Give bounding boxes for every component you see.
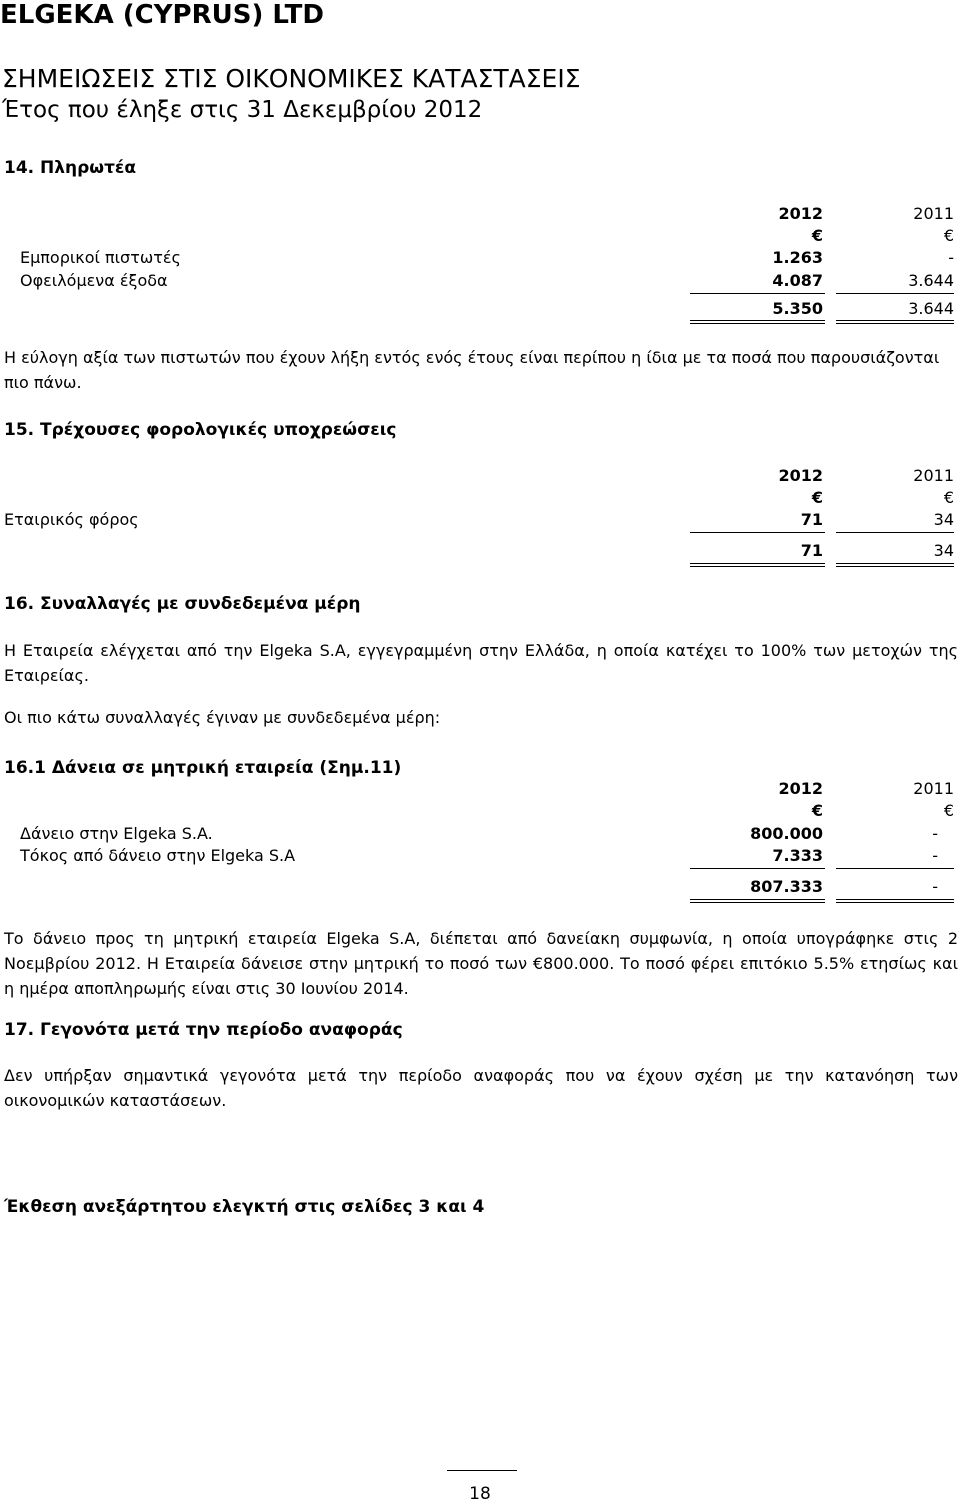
- note-16-row-current: 800.000: [750, 824, 823, 843]
- note-15-currency-prior: €: [943, 488, 954, 507]
- note-15-row-current: 71: [800, 510, 823, 529]
- note-15-total-line-prior: [836, 563, 954, 567]
- note-16-total-current: 807.333: [750, 877, 823, 896]
- note-14-year-prior: 2011: [913, 204, 954, 223]
- note-14-total-prior: 3.644: [908, 299, 954, 318]
- note-15-currency-current: €: [811, 488, 823, 507]
- note-14-total-line-current: [690, 320, 825, 324]
- note-16-row-prior: -: [932, 846, 938, 865]
- note-14-row-current: 1.263: [772, 248, 823, 267]
- note-15-subtotal-line-prior: [836, 532, 954, 533]
- note-16-total-line-current: [690, 899, 825, 903]
- note-15-total-current: 71: [800, 541, 823, 560]
- note-16-currency-current: €: [811, 801, 823, 820]
- note-15-row-label: Εταιρικός φόρος: [4, 510, 139, 529]
- document-title: ΣΗΜΕΙΩΣΕΙΣ ΣΤΙΣ ΟΙΚΟΝΟΜΙΚΕΣ ΚΑΤΑΣΤΑΣΕΙΣ: [2, 64, 581, 93]
- note-14-row-prior: 3.644: [908, 271, 954, 290]
- note-16-row-label: Δάνειο στην Elgeka S.A.: [20, 824, 213, 843]
- note-14-currency-prior: €: [943, 226, 954, 245]
- note-16-subtotal-line-current: [690, 868, 825, 869]
- note-17-text: Δεν υπήρξαν σημαντικά γεγονότα μετά την περίοδο αναφοράς που να έχουν σχέση με την κατανόηση των οικονομικών καταστάσεων.: [4, 1066, 958, 1110]
- note-17-heading: 17. Γεγονότα μετά την περίοδο αναφοράς: [4, 1020, 403, 1040]
- page-number-rule: [447, 1470, 517, 1471]
- note-16-currency-prior: €: [943, 801, 954, 820]
- note-16-row-current: 7.333: [772, 846, 823, 865]
- note-14-total-current: 5.350: [772, 299, 823, 318]
- note-14-row-prior: -: [948, 248, 954, 267]
- note-14-total-line-prior: [836, 320, 954, 324]
- note-16-text-2: Οι πιο κάτω συναλλαγές έγιναν με συνδεδεμένα μέρη:: [4, 708, 441, 727]
- note-16-subtotal-line-prior: [836, 868, 954, 869]
- note-16-1-heading: 16.1 Δάνεια σε μητρική εταιρεία (Σημ.11): [4, 758, 402, 778]
- note-16-row-prior: -: [932, 824, 938, 843]
- note-15-total-prior: 34: [933, 541, 954, 560]
- company-name: ELGEKA (CYPRUS) LTD: [0, 0, 324, 30]
- note-16-text-3: Το δάνειο προς τη μητρική εταιρεία Elgeka S.A, διέπεται από δανείακη συμφωνία, η οποία υπογράφηκε στις 2 Νοεμβρίου 2012. Η Εταιρεία δάνεισε στην μητρική το ποσό των €800.000. Το ποσό φέρει επιτόκιο 5.5% ετησίως και η ημέρα αποπληρωμής είναι στις 30 Ιουνίου 2014.: [4, 929, 958, 998]
- note-14-row-label: Εμπορικοί πιστωτές: [20, 248, 181, 267]
- note-14-year-current: 2012: [778, 204, 823, 223]
- note-15-year-current: 2012: [778, 466, 823, 485]
- note-14-text: Η εύλογη αξία των πιστωτών που έχουν λήξη εντός ενός έτους είναι περίπου η ίδια με τα ποσά που παρουσιάζονται πιο πάνω.: [4, 348, 940, 392]
- note-14-currency-current: €: [811, 226, 823, 245]
- note-15-subtotal-line-current: [690, 532, 825, 533]
- note-14-subtotal-line-current: [690, 293, 825, 294]
- document-subtitle: Έτος που έληξε στις 31 Δεκεμβρίου 2012: [2, 97, 483, 123]
- note-16-row-label: Τόκος από δάνειο στην Elgeka S.A: [20, 846, 296, 865]
- note-16-year-prior: 2011: [913, 779, 954, 798]
- note-16-text-1: Η Εταιρεία ελέγχεται από την Elgeka S.A, εγγεγραμμένη στην Ελλάδα, η οποία κατέχει το 100% των μετοχών της Εταιρείας.: [4, 641, 958, 685]
- note-14-heading: 14. Πληρωτέα: [4, 158, 137, 178]
- note-16-total-line-prior: [836, 899, 954, 903]
- note-14-row-current: 4.087: [772, 271, 823, 290]
- note-16-total-prior: -: [932, 877, 938, 896]
- note-15-total-line-current: [690, 563, 825, 567]
- note-15-heading: 15. Τρέχουσες φορολογικές υποχρεώσεις: [4, 420, 397, 440]
- note-15-row-prior: 34: [933, 510, 954, 529]
- note-16-heading: 16. Συναλλαγές με συνδεδεμένα μέρη: [4, 594, 361, 614]
- auditor-report-note: Έκθεση ανεξάρτητου ελεγκτή στις σελίδες 3 και 4: [4, 1197, 485, 1217]
- note-14-row-label: Οφειλόμενα έξοδα: [20, 271, 168, 290]
- page-number: 18: [469, 1484, 491, 1504]
- note-16-year-current: 2012: [778, 779, 823, 798]
- note-15-year-prior: 2011: [913, 466, 954, 485]
- note-14-subtotal-line-prior: [836, 293, 954, 294]
